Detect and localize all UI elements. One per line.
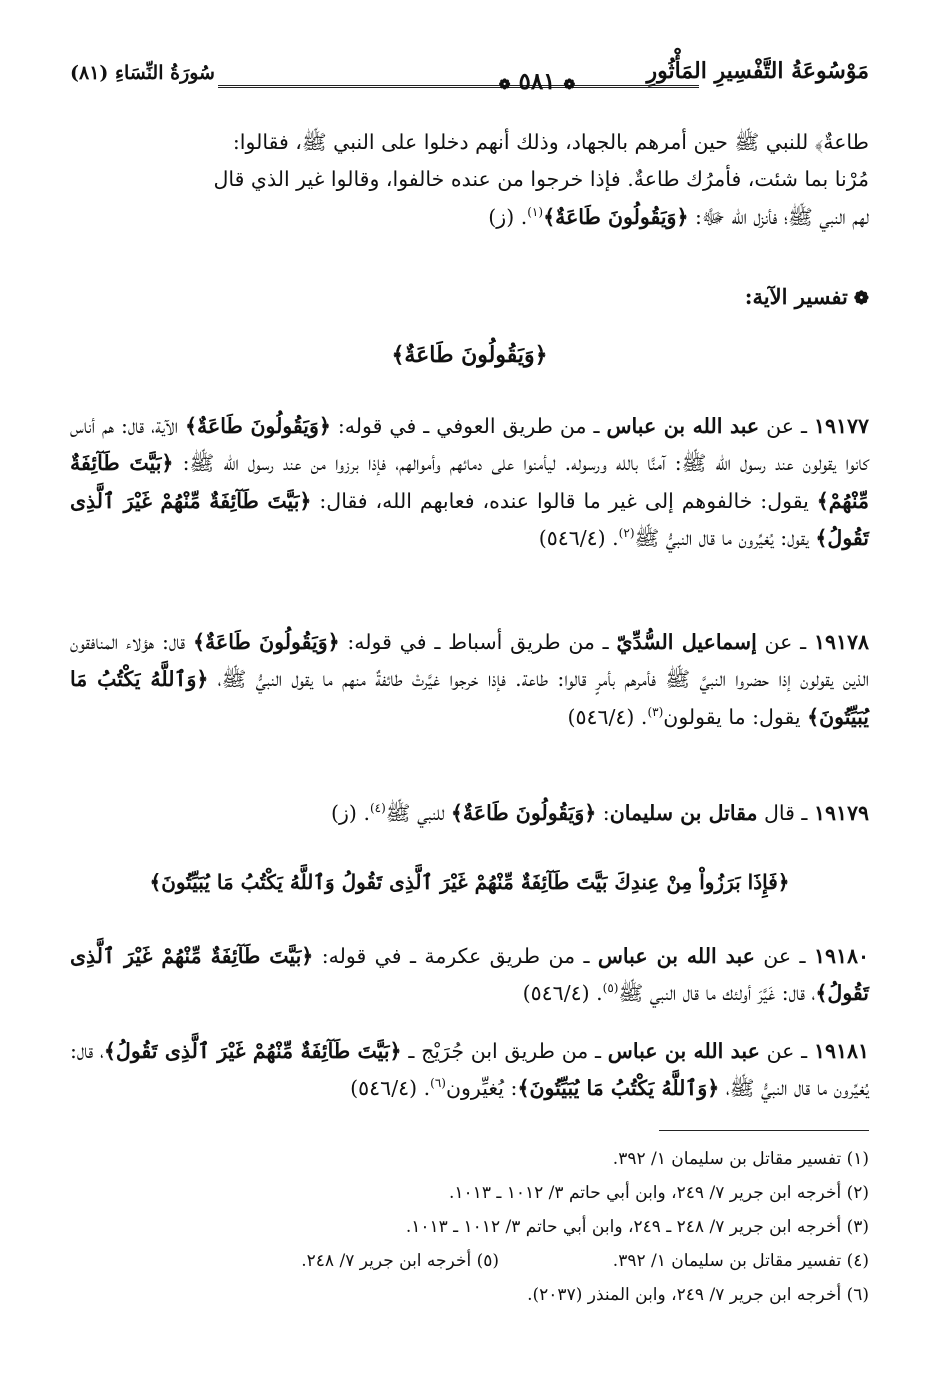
footnote-divider [659,1130,869,1131]
section-title: تفسير الآية: [744,284,848,309]
ornament-icon: ❁ [563,77,576,93]
verse-heading: ﴿فَإِذَا بَرَزُواْ مِنْ عِندِكَ بَيَّتَ طَآئِفَةٌ مِّنْهُمْ غَيْرَ ٱلَّذِى تَقُولُ وَٱللَّهُ يَكْتُبُ مَا يُبَيِّتُونَ﴾ [149,870,790,894]
footnote-ref: (٣) [647,704,664,719]
entry-19178 [70,624,869,736]
volume-ref: . (٥٤٦/٤) [522,981,603,1006]
page-number: ٥٨١ [518,68,556,95]
page-number-block [480,68,594,95]
entry-text: ـ عن [759,414,814,438]
entry-text: : يُغيِّرون [445,1076,518,1101]
footnote: (٤) تفسير مقاتل بن سليمان ١/ ٣٩٢. [612,1251,869,1271]
entry-text: ـ من طريق عكرمة ـ في قوله: [313,944,598,968]
entry-number: ١٩١٨٠ [813,944,869,968]
intro-paragraph [70,124,869,236]
entry-19177 [70,408,869,557]
intro-line: مُرْنا بما شئت، فأمرُك طاعةٌ. فإذا خرجوا من عنده خالفوا، وقالوا غير الذي قال [213,167,869,192]
footnotes [70,1142,869,1312]
entry-text: ـ من طريق ابن جُرَيْج ـ [401,1039,608,1063]
entry-text: : [596,801,610,825]
entry-text: يقول: ما يقولون [663,704,808,729]
footnote-ref: (١) [527,204,544,219]
entry-text: الآية، قال: هم أناس كانوا يقولون عند رسول الله ﷺ: آمنَّا بالله ورسوله. ليأمنوا على دمائهم وأموالهم، فإذا برزوا من عند رسول الله ﷺ: [70,414,869,476]
quran-verse: ﴿وَٱللَّهُ يَكْتُبُ مَا يُبَيِّتُونَ﴾ [70,667,869,729]
footnote-ref: (٤) [369,801,386,816]
entry-text: ـ عن [754,944,814,968]
footnote: (٦) أخرجه ابن جرير ٧/ ٢٤٩، وابن المنذر (٢٠٣٧). [527,1285,869,1305]
entry-text: ، قال: غَيَّرَ أولئك ما قال النبي ﷺ [618,981,816,1006]
volume-ref: . (٥٤٦/٤) [567,704,648,729]
footnote: (١) تفسير مقاتل بن سليمان ١/ ٣٩٢. [612,1149,869,1169]
intro-line: طاعةٌ﴾ للنبي ﷺ حين أمرهم بالجهاد، وذلك أنهم دخلوا على النبي ﷺ، فقالوا: [232,130,869,154]
narrator-name: عبد الله بن عباس [607,1039,760,1063]
entry-text: ـ عن [756,630,814,654]
volume-ref: . (٥٤٦/٤) [350,1076,431,1101]
footnote-row [70,1244,869,1278]
entry-text: قال: هؤلاء المنافقون الذين يقولون إذا حضروا النبيَّ ﷺ فأمرهم بأمرٍ قالوا: طاعة. فإذا خرجوا غيَّرتْ طائفةٌ منهم ما يقول النبيُّ ﷺ، [70,630,869,692]
footnote-ref: (٦) [430,1076,446,1091]
entry-19180 [70,938,869,1013]
entry-19179 [70,795,869,832]
intro-line [70,199,869,236]
ornament-icon: ❁ [498,77,511,93]
surah-name: سُورَةُ النِّسَاءِ (٨١) [70,62,215,84]
entry-text: ـ من طريق أسباط ـ في قوله: [339,630,617,654]
code-tag: . (ز) [488,204,528,229]
quran-verse: ﴿بَيَّتَ طَآئِفَةٌ مِّنْهُمْ غَيْرَ ٱلَّذِى تَقُولُ﴾ [103,1039,402,1063]
narrator-name: مقاتل بن سليمان [609,801,758,825]
entry-number: ١٩١٧٩ [813,801,869,825]
footnote: (٢) أخرجه ابن جرير ٧/ ٢٤٩، وابن أبي حاتم ٣/ ١٠١٢ ـ ١٠١٣. [449,1183,869,1203]
intro-text: لهم النبي ﷺ؛ فأنزل الله ﷻ: [688,204,869,229]
header-rule-left [218,85,480,88]
entry-19181 [70,1033,869,1108]
entry-text: يقول: يُغيِّرون ما قال النبيُّ ﷺ [634,525,816,550]
quran-verse: ﴿وَيَقُولُونَ طَاعَةٌ﴾ [450,801,597,825]
narrator-name: عبد الله بن عباس [597,944,755,968]
flower-icon: ❁ [853,288,869,309]
entry-number: ١٩١٧٨ [813,630,869,654]
footnote-ref: (٢) [618,526,635,541]
entry-text: ـ من طريق العوفي ـ في قوله: [330,414,607,438]
quran-verse: ﴿بَيَّتَ طَآئِفَةٌ مِّنْهُمْ﴾ [70,451,869,513]
quran-verse: ﴿وَٱللَّهُ يَكْتُبُ مَا يُبَيِّتُونَ﴾ [517,1076,720,1101]
section-heading [745,284,869,309]
quran-verse: ﴿بَيَّتَ طَآئِفَةٌ مِّنْهُمْ غَيْرَ ٱلَّذِى تَقُولُ﴾ [70,488,869,550]
entry-text: ـ عن [759,1039,814,1063]
footnote: (٥) أخرجه ابن جرير ٧/ ٢٤٨. [301,1251,499,1271]
entry-text: ، قال: يُغيِّرون ما قال النبيُّ ﷺ، [70,1039,869,1101]
entry-number: ١٩١٧٧ [813,414,870,438]
narrator-name: إسماعيل السُّدِّيّ [616,630,757,654]
book-title: مَوْسُوعَةُ التَّفْسِيرِ المَأْثُورِ [646,58,869,84]
entry-number: ١٩١٨١ [813,1039,869,1063]
volume-ref: . (٥٤٦/٤) [538,525,619,550]
quran-verse: ﴿وَيَقُولُونَ طَاعَةٌ﴾ [543,204,689,229]
page-header [70,52,869,102]
narrator-name: عبد الله بن عباس [606,414,760,438]
verse-heading: ﴿وَيَقُولُونَ طَاعَةٌ﴾ [391,342,548,368]
entry-text: ـ قال [757,801,814,825]
footnote: (٣) أخرجه ابن جرير ٧/ ٢٤٨ ـ ٢٤٩، وابن أبي حاتم ٣/ ١٠١٢ ـ ١٠١٣. [405,1217,869,1237]
quran-verse: ﴿بَيَّتَ طَآئِفَةٌ مِّنْهُمْ غَيْرَ ٱلَّذِى تَقُولُ﴾ [70,944,869,1006]
code-tag: . (ز) [331,801,370,825]
quran-verse: ﴿وَيَقُولُونَ طَاعَةٌ﴾ [192,630,340,654]
footnote-ref: (٥) [602,981,619,996]
entry-text: للنبي ﷺ [385,801,451,825]
entry-text: يقول: خالفوهم إلى غير ما قالوا عنده، فعابهم الله، فقال: [311,488,817,513]
quran-verse: ﴿وَيَقُولُونَ طَاعَةٌ﴾ [185,414,331,438]
